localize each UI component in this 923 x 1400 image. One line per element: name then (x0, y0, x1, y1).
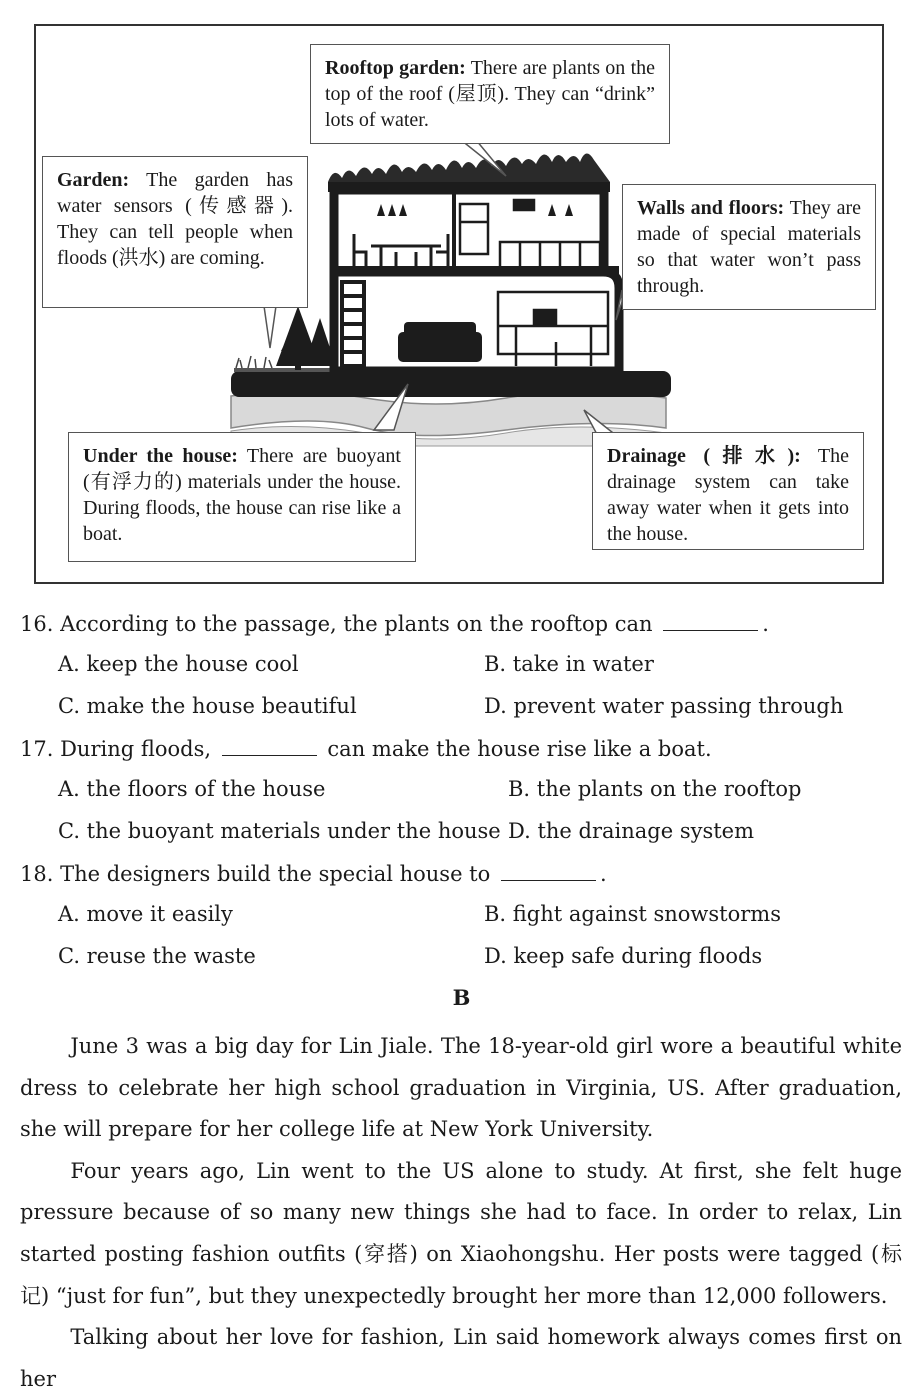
passage-paragraph-3: Talking about her love for fashion, Lin said homework always comes first on her (20, 1325, 902, 1391)
option-17-d: D. the drainage system (508, 819, 755, 843)
question-number: 16. (20, 612, 54, 636)
callout-walls-floors (622, 184, 876, 310)
option-18-c: C. reuse the waste (58, 944, 256, 968)
option-17-a: A. the floors of the house (58, 777, 326, 801)
grass (236, 356, 272, 368)
passage-paragraph-2: Four years ago, Lin went to the US alone to study. At first, she felt huge pressure because of so many new things she had to face. In order to relax, Lin started posting fashion outfits (穿搭) on Xiaohongshu. Her posts were tagged (标记) “just for fun”, but they unexpectedly brought her more than 12,000 followers. (20, 1158, 902, 1308)
callout-garden-body: The garden has water sensors (传感器). They can tell people when floods (洪水) are coming. (57, 169, 293, 269)
option-16-b: B. take in water (484, 652, 654, 676)
callout-under-body: There are buoyant (有浮力的) materials under the house. During floods, the house can rise like a boat. (83, 445, 401, 545)
callout-walls-body: They are made of special materials so that water won’t pass through. (637, 197, 861, 297)
callout-drainage-title: Drainage (排水): (607, 445, 801, 467)
answer-blank (222, 733, 317, 756)
callout-garden-title: Garden: (57, 169, 130, 191)
pine-trees (276, 306, 336, 370)
callout-drainage-body: The drainage system can take away water when it gets into the house. (607, 445, 850, 545)
stem-text: The designers build the special house to (60, 862, 491, 886)
stem-text: According to the passage, the plants on the rooftop can (60, 612, 653, 636)
answer-blank (501, 858, 596, 881)
option-18-a: A. move it easily (58, 902, 233, 926)
question-number: 17. (20, 737, 54, 761)
callout-drainage (592, 432, 864, 550)
option-18-b: B. fight against snowstorms (484, 902, 781, 926)
section-b-heading: B (452, 985, 471, 1010)
rooftop-plants (328, 153, 610, 192)
callout-under-house (68, 432, 416, 562)
option-17-c: C. the buoyant materials under the house (58, 819, 501, 843)
stem-end: . (762, 612, 769, 636)
option-18-d: D. keep safe during floods (484, 944, 763, 968)
stem-text: During floods, (60, 737, 212, 761)
option-16-d: D. prevent water passing through (484, 694, 844, 718)
passage-b (20, 1026, 902, 1400)
stem-end: . (599, 862, 607, 886)
callout-rooftop-garden (310, 44, 670, 144)
callout-walls-title: Walls and floors: (637, 197, 785, 219)
callout-under-title: Under the house: (83, 445, 238, 467)
option-16-c: C. make the house beautiful (58, 694, 357, 718)
callout-rooftop-body: There are plants on the top of the roof (屋顶). They can “drink” lots of water. (325, 57, 656, 131)
question-18-stem (20, 858, 607, 888)
stem-end: can make the house rise like a boat. (327, 737, 712, 761)
question-17-stem (20, 733, 712, 763)
callout-garden (42, 156, 308, 308)
callout-rooftop-title: Rooftop garden: (325, 57, 466, 79)
option-16-a: A. keep the house cool (58, 652, 299, 676)
question-number: 18. (20, 862, 54, 886)
passage-paragraph-1: June 3 was a big day for Lin Jiale. The 18-year-old girl wore a beautiful white dress to celebrate her high school graduation in Virginia, US. After graduation, she will prepare for her college life at New York University. (20, 1034, 902, 1142)
answer-blank (663, 608, 758, 631)
house-body (334, 190, 619, 371)
option-17-b: B. the plants on the rooftop (508, 777, 802, 801)
question-16-stem (20, 608, 769, 638)
figure-frame (34, 24, 884, 584)
